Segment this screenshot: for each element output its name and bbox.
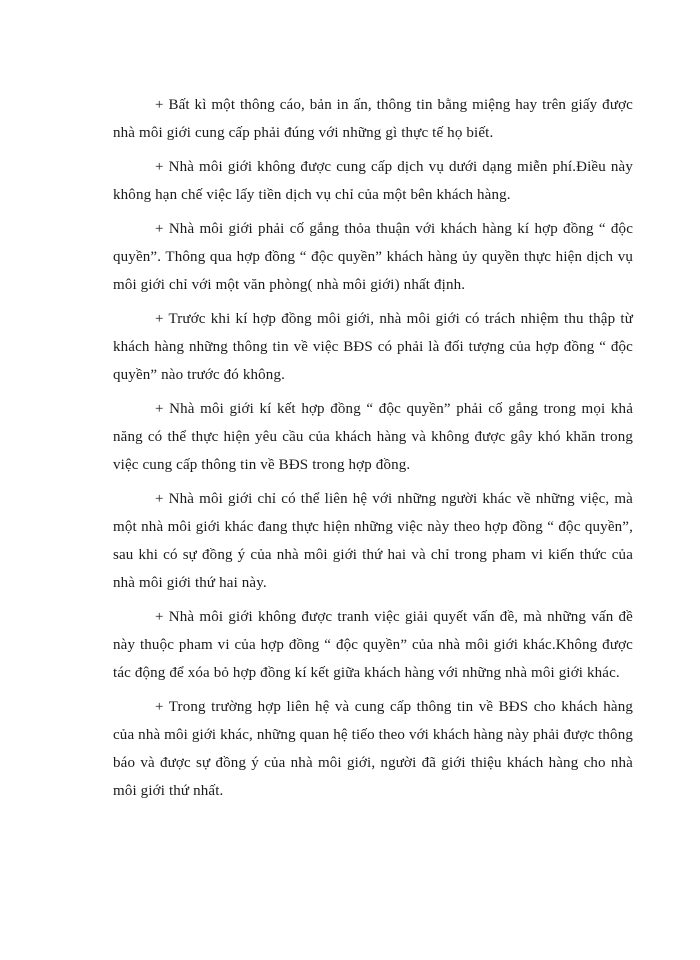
- paragraph-8: + Trong trường hợp liên hệ và cung cấp thông tin về BĐS cho khách hàng của nhà môi giới khác, những quan hệ tiếo theo với khách hàng này phải được thông báo và được sự đồng ý của nhà môi giới, người đã giới thiệu khách hàng cho nhà môi giới thứ nhất.: [113, 699, 633, 799]
- paragraph-1: + Bất kì một thông cáo, bản in ấn, thông tin bằng miệng hay trên giấy được nhà môi giới cung cấp phải đúng với những gì thực tế họ biết.: [113, 97, 633, 141]
- paragraph-7: + Nhà môi giới không được tranh việc giải quyết vấn đề, mà những vấn đề này thuộc pham vi của hợp đồng “ độc quyền” của nhà môi giới khác.Không được tác động để xóa bỏ hợp đồng kí kết giữa khách hàng với những nhà môi giới khác.: [113, 609, 633, 681]
- document-body: [113, 91, 633, 811]
- paragraph-4: + Trước khi kí hợp đồng môi giới, nhà môi giới có trách nhiệm thu thập từ khách hàng những thông tin về việc BĐS có phải là đối tượng của hợp đồng “ độc quyền” nào trước đó không.: [113, 311, 633, 383]
- paragraph-3: + Nhà môi giới phải cố gắng thỏa thuận với khách hàng kí hợp đồng “ độc quyền”. Thông qua hợp đồng “ độc quyền” khách hàng ủy quyền thực hiện dịch vụ môi giới chỉ với một văn phòng( nhà môi giới) nhất định.: [113, 221, 633, 293]
- paragraph-5: + Nhà môi giới kí kết hợp đồng “ độc quyền” phải cố gắng trong mọi khả năng có thể thực hiện yêu cầu của khách hàng và không được gây khó khăn trong việc cung cấp thông tin về BĐS trong hợp đồng.: [113, 401, 633, 473]
- paragraph-2: + Nhà môi giới không được cung cấp dịch vụ dưới dạng miễn phí.Điều này không hạn chế việc lấy tiền dịch vụ chỉ của một bên khách hàng.: [113, 159, 633, 203]
- paragraph-6: + Nhà môi giới chỉ có thể liên hệ với những người khác về những việc, mà một nhà môi giới khác đang thực hiện những việc này theo hợp đồng “ độc quyền”, sau khi có sự đồng ý của nhà môi giới thứ hai và chỉ trong pham vi kiến thức của nhà môi giới thứ hai này.: [113, 491, 633, 591]
